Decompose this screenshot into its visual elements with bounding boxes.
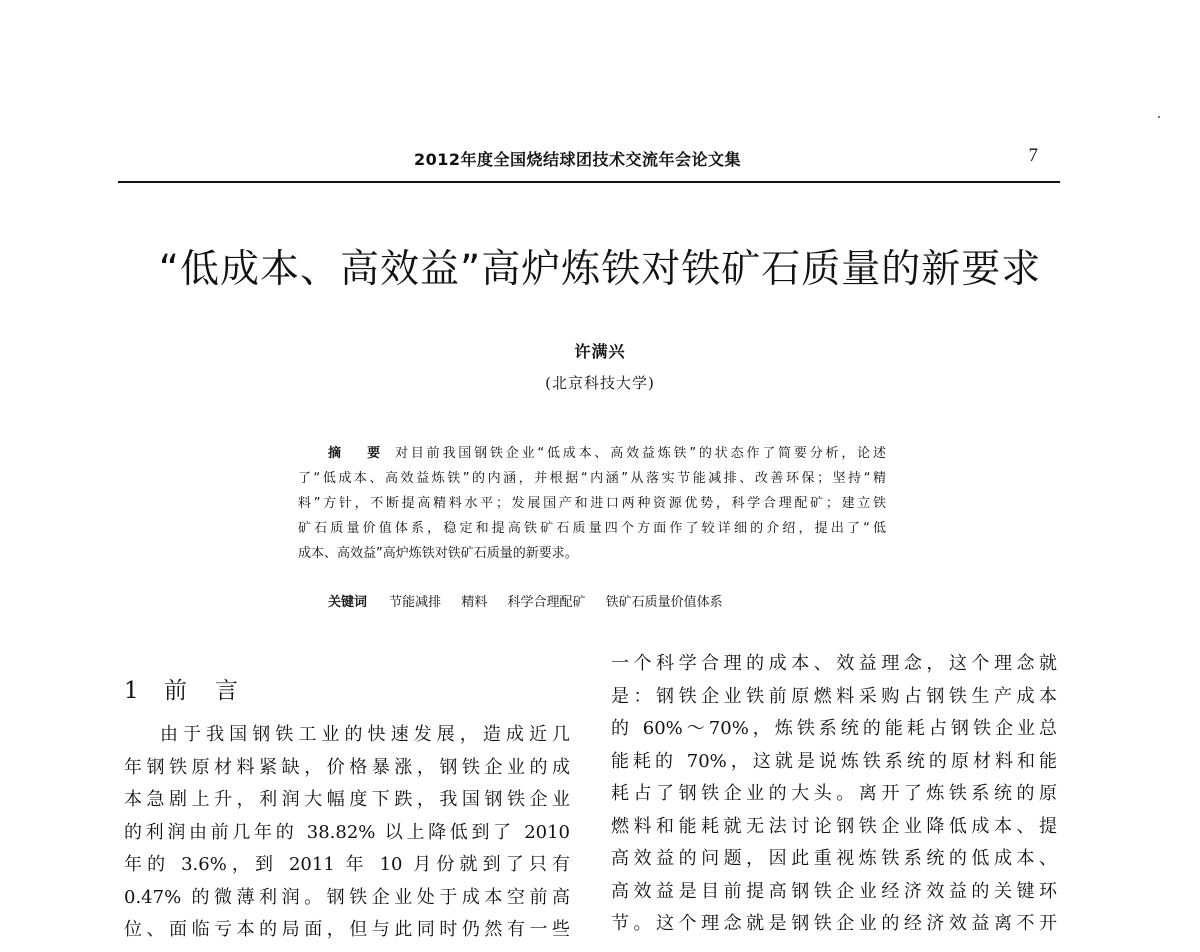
body-text-line: 0.47% 的微薄利润。钢铁企业处于成本空前高 — [124, 886, 570, 908]
body-text-line: 本急剧上升，利润大幅度下跌，我国钢铁企业 — [124, 789, 570, 810]
keywords — [328, 591, 739, 610]
abstract-line: 了“低成本、高效益炼铁”的内涵，并根据“内涵”从落实节能减排、改善环保；坚持“精 — [298, 471, 886, 486]
body-text-line: 节。这个理念就是钢铁企业的经济效益离不开 — [611, 913, 1057, 934]
body-text-line: 的利润由前几年的 38.82% 以上降低到了 2010 — [124, 821, 570, 843]
body-text-line: 能耗的 70%，这就是说炼铁系统的原材料和能 — [611, 750, 1057, 772]
body-text-line: 由于我国钢铁工业的快速发展，造成近几 — [160, 724, 570, 745]
proceedings-title: 2012年度全国烧结球团技术交流年会论文集 — [414, 150, 742, 169]
left-column — [124, 719, 570, 947]
section-title: 前言 — [163, 678, 266, 704]
keywords-label: 关键词 — [328, 595, 368, 610]
body-text-line: 位、面临亏本的局面，但与此同时仍然有一些 — [124, 919, 570, 940]
body-text-line: 的 60%～70%，炼铁系统的能耗占钢铁企业总 — [611, 718, 1057, 739]
page-number: 7 — [1028, 145, 1038, 166]
body-text-line: 高效益的问题，因此重视炼铁系统的低成本、 — [611, 848, 1057, 869]
abstract — [298, 441, 886, 566]
body-text-line: 是：钢铁企业铁前原燃料采购占钢铁生产成本 — [611, 685, 1057, 707]
keyword: 精料 — [461, 595, 488, 610]
body-text-line: 燃料和能耗就无法讨论钢铁企业降低成本、提 — [611, 815, 1057, 837]
body-text-line: 年的 3.6%，到 2011 年 10 月份就到了只有 — [124, 854, 570, 875]
section-number: 1 — [124, 678, 139, 704]
body-text-line: 一个科学合理的成本、效益理念，这个理念就 — [611, 653, 1057, 674]
scan-speck — [1158, 116, 1160, 118]
abstract-line: 矿石质量价值体系，稳定和提高铁矿石质量四个方面作了较详细的介绍，提出了“低 — [298, 521, 886, 536]
running-header — [118, 143, 1060, 183]
body-text-line: 年钢铁原材料紧缺，价格暴涨，钢铁企业的成 — [124, 756, 570, 778]
abstract-line: 料”方针，不断提高精料水平；发展国产和进口两种资源优势，科学合理配矿；建立铁 — [298, 496, 886, 511]
right-column — [611, 648, 1057, 941]
abstract-text: 对目前我国钢铁企业“低成本、高效益炼铁”的状态作了简要分析，论述 — [395, 446, 886, 461]
body-text-line: 高效益是目前提高钢铁企业经济效益的关键环 — [611, 880, 1057, 902]
abstract-line: 成本、高效益”高炉炼铁对铁矿石质量的新要求。 — [298, 546, 578, 561]
section-heading — [124, 672, 266, 705]
keyword: 铁矿石质量价值体系 — [605, 595, 723, 610]
author-name: 许满兴 — [574, 342, 626, 361]
body-text-line: 耗占了钢铁企业的大头。离开了炼铁系统的原 — [611, 783, 1057, 804]
keyword: 科学合理配矿 — [507, 595, 586, 610]
abstract-line — [298, 441, 886, 466]
author-affiliation: (北京科技大学) — [545, 374, 655, 392]
abstract-label: 摘 要 — [328, 446, 391, 461]
keyword: 节能减排 — [389, 595, 442, 610]
paper-title: “低成本、高效益”高炉炼铁对铁矿石质量的新要求 — [158, 247, 1042, 292]
